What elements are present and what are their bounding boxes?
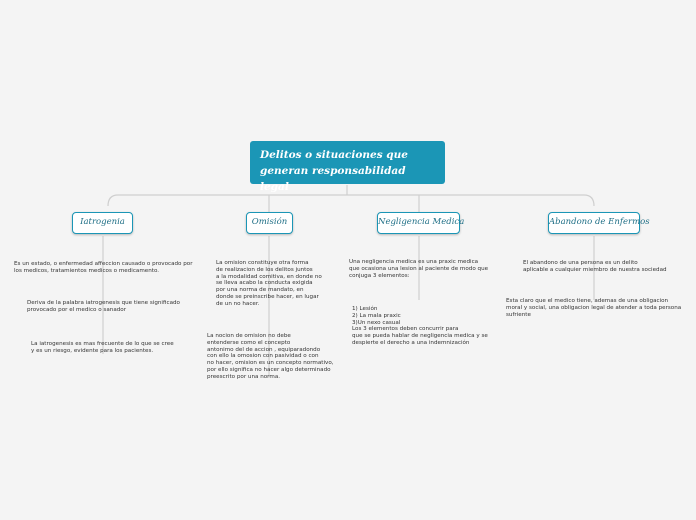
note-abandono-2[interactable]: Esta claro que el medico tiene, ademas de una obligacion moral y social, una obligacion legal de atender a toda persona sufriente (506, 298, 682, 318)
root-topic[interactable]: Delitos o situaciones que generan responsabilidad legal (250, 141, 445, 184)
note-iatrogenia-2[interactable]: Deriva de la palabra iatrogenesis que tiene significado provocado por el medico o sanador (27, 300, 180, 313)
connector-branch-bar (108, 195, 594, 206)
topic-negligencia-medica[interactable]: Negligencia Medica (377, 212, 460, 234)
note-iatrogenia-1[interactable]: Es un estado, o enfermedad affeccion causado o provocado por los medicos, tratamientos medicos o medicamento. (14, 261, 193, 274)
note-omision-1[interactable]: La omision constituye otra forma de realizacion de los delitos juntos a la modalidad comitiva, en donde no se lleva acabo la conducta exigida por una norma de mandato, en donde se preinscribe hacer, en lugar de un no hacer. (216, 260, 322, 307)
note-abandono-1[interactable]: El abandono de una persona es un delito aplicable a cualquier miembro de nuestra sociedad (523, 260, 667, 273)
topic-omision[interactable]: Omisión (246, 212, 293, 234)
note-omision-2[interactable]: La nocion de omision no debe entenderse como el concepto antonimo del de accion , equiparadondo con ello la omosion con pasividad o con no hacer, omision es un concepto normativo, por ello significa no hacer algo determinado preescrito por una norma. (207, 333, 334, 380)
note-negligencia-1[interactable]: Una negligencia medica es una praxic medica que ocasiona una lesion al paciente de modo que conjuga 3 elementos: (349, 259, 489, 279)
note-iatrogenia-3[interactable]: La iatrogenesis es mas frecuente de lo que se cree y es un riesgo, evidente para los pacientes. (31, 341, 174, 354)
topic-abandono-de-enfermos[interactable]: Abandono de Enfermos (548, 212, 640, 234)
note-negligencia-2[interactable]: 1) Lesión 2) La mala praxic 3)Un nexo casual Los 3 elementos deben concurrir para que se pueda hablar de negligencia medica y se despierte el derecho a una indemnización (352, 306, 488, 346)
topic-iatrogenia[interactable]: Iatrogenia (72, 212, 133, 234)
